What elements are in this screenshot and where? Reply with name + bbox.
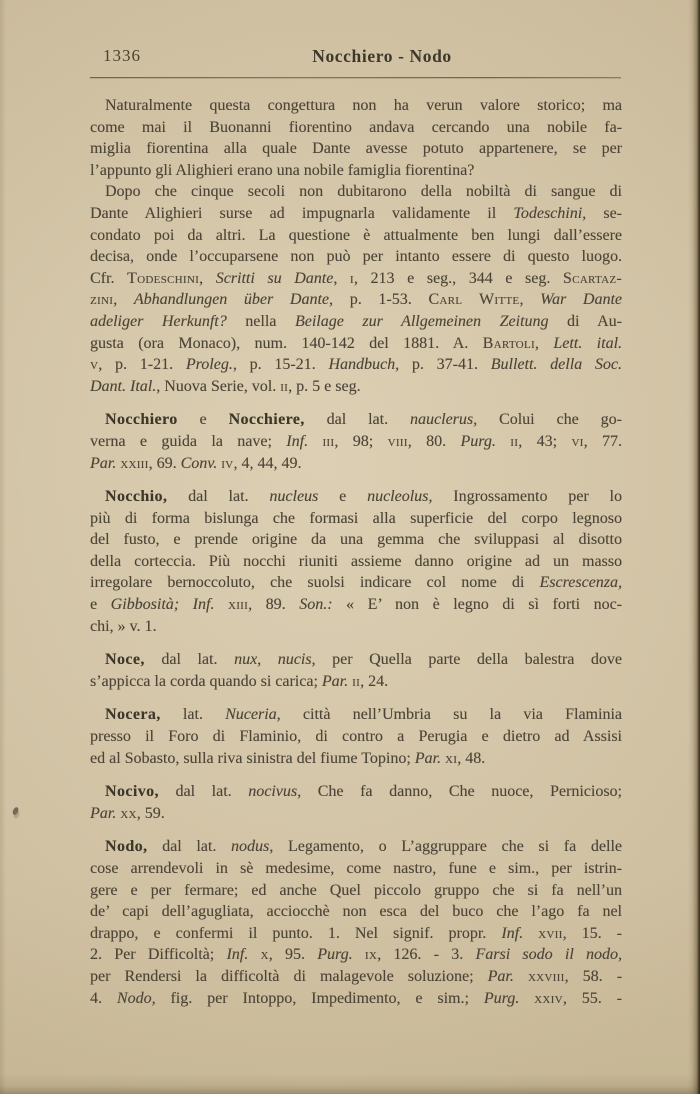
text-line: miglia fiorentina alla quale Dante avesse potuto appartenere, se per	[90, 140, 622, 158]
paragraph-congettura	[90, 95, 622, 181]
text-line: Nocivo, dal lat. nocivus, Che fa danno, Che nuoce, Pernicioso;	[105, 783, 622, 801]
text-line: drappo, e confermi il punto. 1. Nel signif. propr. Inf. xvii, 15. -	[90, 924, 623, 942]
text-line: più di forma bislunga che formasi alla superficie del corpo legnoso	[90, 509, 622, 527]
page-number: 1336	[103, 46, 141, 65]
text-line: Nocchiero e Nocchiere, dal lat. nauclerus, Colui che go-	[105, 411, 622, 429]
text-line: Cfr. Todeschini, Scritti su Dante, i, 213 e seg., 344 e seg. Scartaz-	[90, 269, 622, 287]
page-bottom-edge-shadow	[0, 1074, 700, 1094]
text-line: Nocera, lat. Nuceria, città nell’Umbria su la via Flaminia	[105, 706, 622, 724]
page-header	[90, 46, 622, 72]
text-line: Naturalmente questa congettura non ha verun valore storico; ma	[105, 97, 622, 114]
text-line: Dante Alighieri surse ad impugnarla validamente il Todeschini, se-	[90, 204, 623, 222]
entry-nocchio	[90, 486, 622, 637]
running-title: Nocchiero - Nodo	[312, 46, 452, 66]
page-right-edge-shadow	[688, 0, 700, 1094]
paragraph-nobilta-bibliografia	[90, 181, 622, 397]
text-line: Par. xx, 59.	[90, 804, 165, 822]
text-line: Dant. Ital., Nuova Serie, vol. ii, p. 5 e seg.	[90, 377, 361, 395]
text-line: Noce, dal lat. nux, nucis, per Quella parte della balestra dove	[105, 651, 623, 669]
entry-nocivo	[90, 781, 622, 824]
text-line: cose arrendevoli in sè medesime, come nastro, fune e sim., per istrin-	[90, 860, 622, 877]
text-line: Dopo che cinque secoli non dubitarono della nobiltà di sangue di	[105, 183, 622, 201]
text-line: chi, » v. 1.	[90, 617, 157, 635]
text-line: v, p. 1-21. Proleg., p. 15-21. Handbuch, p. 37-41. Bullett. della Soc.	[90, 356, 623, 374]
text-line: presso il Foro di Flaminio, di contro a Perugia e dietro ad Assisi	[90, 728, 622, 746]
text-line: 2. Per Difficoltà; Inf. x, 95. Purg. ix, 126. - 3. Farsi sodo il nodo,	[90, 946, 623, 964]
entry-nodo	[90, 836, 622, 1009]
text-line: s’appicca la corda quando si carica; Par. ii, 24.	[90, 672, 389, 690]
text-line: l’appunto gli Alighieri erano una nobile famiglia fiorentina?	[90, 161, 475, 179]
text-line: zini, Abhandlungen über Dante, p. 1-53. Carl Witte, War Dante	[90, 291, 623, 309]
text-line: gere e per fermare; ed anche Quel piccolo gruppo che si fa nell’un	[90, 881, 622, 899]
entry-nocchiero	[90, 409, 622, 474]
text-line: gusta (ora Monaco), num. 140-142 del 1881. A. Bartoli, Lett. ital.	[90, 334, 623, 352]
entry-nocera	[90, 704, 622, 769]
header-rule	[90, 77, 621, 78]
text-line: della corteccia. Più nocchi riuniti assieme danno origine ad un masso	[90, 552, 622, 570]
scan-speck-artifact	[12, 806, 19, 815]
text-line: de’ capi dell’agugliata, acciocchè non esca del buco che l’ago fa nel	[90, 903, 622, 921]
text-block	[90, 95, 622, 1009]
text-line: 4. Nodo, fig. per Intoppo, Impedimento, e sim.; Purg. xxiv, 55. -	[90, 989, 623, 1007]
text-line: Nocchio, dal lat. nucleus e nucleolus, Ingrossamento per lo	[105, 488, 622, 506]
text-line: Nodo, dal lat. nodus, Legamento, o L’aggruppare che si fa delle	[105, 838, 622, 856]
text-line: Par. xxiii, 69. Conv. iv, 4, 44, 49.	[90, 454, 302, 472]
entry-noce	[90, 649, 622, 692]
text-line: decisa, onde l’occuparsene non può per intanto essere di questo luogo.	[90, 248, 622, 266]
text-line: ed al Sobasto, sulla riva sinistra del fiume Topino; Par. xi, 48.	[90, 749, 486, 767]
text-line: del fusto, e prende origine da una gemma che sviluppasi al disotto	[90, 531, 622, 549]
text-line: irregolare bernoccoluto, che suolsi indicare col nome di Escrescenza,	[90, 574, 622, 592]
text-line: adeliger Herkunft? nella Beilage zur Allgemeinen Zeitung di Au-	[90, 312, 623, 330]
text-line: e Gibbosità; Inf. xiii, 89. Son.: « E’ non è legno di sì forti noc-	[90, 596, 623, 614]
text-line: per Rendersi la difficoltà di malagevole soluzione; Par. xxviii, 58. -	[90, 967, 623, 985]
text-line: verna e guida la nave; Inf. iii, 98; viii, 80. Purg. ii, 43; vi, 77.	[90, 432, 623, 450]
page-left-edge-shadow	[0, 0, 6, 1094]
text-line: come mai il Buonanni fiorentino andava cercando una nobile fa-	[90, 118, 622, 136]
text-line: condato poi da altri. La questione è attualmente ben lungi dall’essere	[90, 226, 622, 244]
